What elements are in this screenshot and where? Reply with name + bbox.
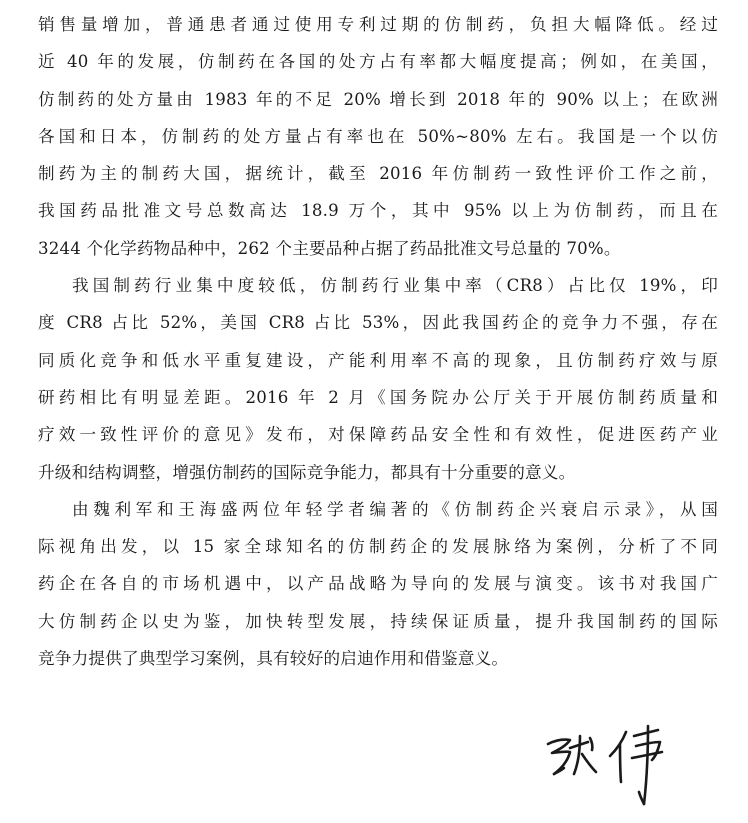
text-line: 我国制药行业集中度较低，仿制药行业集中率（CR8）占比仅 19%，印 [72,276,718,296]
text-line: 疗效一致性评价的意见》发布，对保障药品安全性和有效性，促进医药产业 [38,425,718,445]
text-line: 度 CR8 占比 52%，美国 CR8 占比 53%，因此我国药企的竞争力不强，存在 [38,313,718,333]
text-line: 研药相比有明显差距。2016 年 2 月《国务院办公厅关于开展仿制药质量和 [38,387,718,407]
text-line: 升级和结构调整，增强仿制药的国际竞争能力，都具有十分重要的意义。 [38,462,576,482]
text-line: 制药为主的制药大国，据统计，截至 2016 年仿制药一致性评价工作之前， [38,164,718,184]
text-line: 际视角出发，以 15 家全球知名的仿制药企的发展脉络为案例，分析了不同 [38,537,718,557]
handwritten-signature [540,712,690,812]
text-line: 各国和日本，仿制药的处方量占有率也在 50%~80% 左右。我国是一个以仿 [38,126,718,146]
text-line: 大仿制药企以史为鉴，加快转型发展，持续保证质量，提升我国制药的国际 [38,611,718,631]
text-line: 3244 个化学药物品种中，262 个主要品种占据了药品批准文号总量的 70%。 [38,238,621,258]
text-line: 我国药品批准文号总数高达 18.9 万个，其中 95% 以上为仿制药，而且在 [38,201,718,221]
text-line: 竞争力提供了典型学习案例，具有较好的启迪作用和借鉴意义。 [38,649,509,669]
body-text [38,6,718,677]
text-line: 由魏利军和王海盛两位年轻学者编著的《仿制药企兴衰启示录》，从国 [72,499,718,519]
text-line: 药企在各自的市场机遇中，以产品战略为导向的发展与演变。该书对我国广 [38,574,718,594]
text-line: 销售量增加，普通患者通过使用专利过期的仿制药，负担大幅降低。经过 [38,15,718,34]
text-line: 仿制药的处方量由 1983 年的不足 20% 增长到 2018 年的 90% 以上；在欧洲 [38,89,718,109]
text-line: 同质化竞争和低水平重复建设，产能利用率不高的现象，且仿制药疗效与原 [38,350,718,370]
text-line: 近 40 年的发展，仿制药在各国的处方占有率都大幅度提高；例如，在美国， [38,52,718,72]
